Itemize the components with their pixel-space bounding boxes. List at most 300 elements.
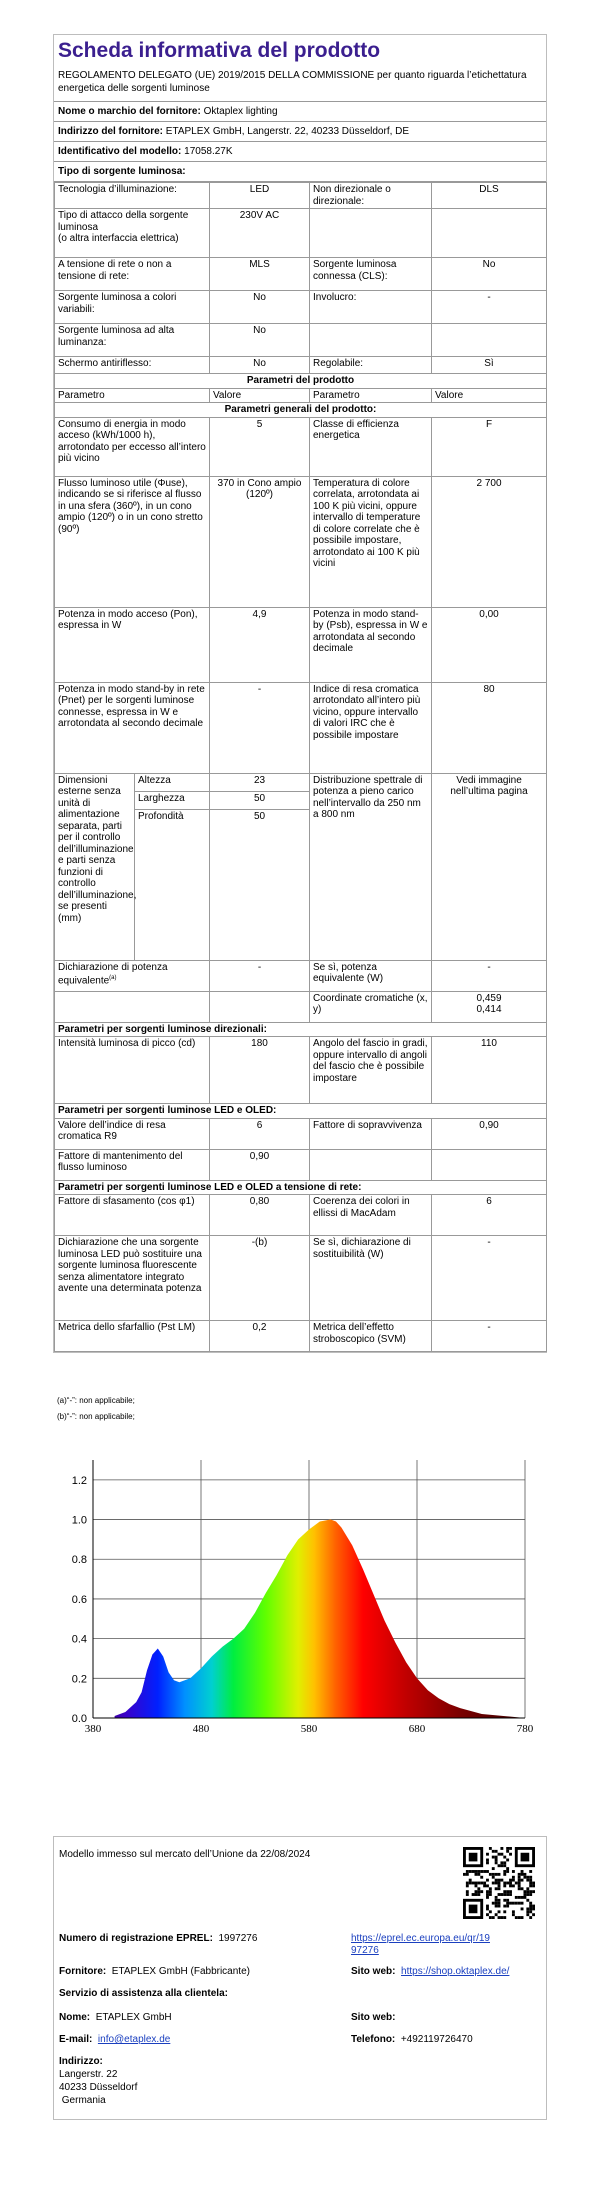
directional-heading-row	[55, 1022, 547, 1037]
qr-module	[503, 1916, 506, 1919]
address-line-1: Langerstr. 22	[59, 2069, 118, 2080]
qr-module	[518, 1882, 521, 1885]
regulation-subtitle: REGOLAMENTO DELEGATO (UE) 2019/2015 DELLA COMMISSIONE per quanto riguarda l’etichettatura energetica delle sorgenti luminose	[54, 67, 546, 102]
general-param-label-right: Temperatura di colore correlata, arrotondata ai 100 K più vicini, oppure intervallo di temperature di colore correlate che è possibile impostare, arrotondato ai 100 K più vicini	[310, 476, 432, 607]
qr-module	[500, 1861, 503, 1864]
general-param-label-right: Classe di efficienza energetica	[310, 417, 432, 476]
y-tick-label: 0.4	[71, 1633, 87, 1646]
qr-module	[532, 1890, 535, 1893]
qr-module	[466, 1882, 469, 1885]
x-tick-label: 680	[408, 1723, 426, 1735]
qr-module	[486, 1890, 489, 1893]
qr-module	[515, 1902, 518, 1905]
qr-module	[466, 1884, 469, 1887]
qr-module	[469, 1905, 478, 1914]
general-param-row	[55, 476, 547, 607]
qr-module	[463, 1873, 466, 1876]
general-param-value-right: 80	[432, 682, 547, 773]
mains-param-value: -(b)	[210, 1236, 310, 1321]
service-name-line	[59, 2012, 172, 2023]
y-tick-label: 1.2	[71, 1474, 87, 1487]
qr-module	[469, 1853, 478, 1862]
qr-module	[506, 1899, 509, 1902]
qr-module	[512, 1884, 515, 1887]
qr-module	[498, 1853, 501, 1856]
source-type-table-row	[55, 183, 547, 209]
qr-module	[486, 1913, 489, 1916]
source-type-param-label: A tensione di rete o non a tensione di rete:	[55, 258, 210, 291]
y-tick-label: 1.0	[71, 1514, 87, 1527]
qr-module	[477, 1893, 480, 1896]
customer-service-heading: Servizio di assistenza alla clientela:	[59, 1988, 228, 1999]
source-type-param-label-right: Sorgente luminosa connessa (CLS):	[310, 258, 432, 291]
qr-module	[477, 1882, 480, 1885]
peak-intensity-label: Intensità luminosa di picco (cd)	[55, 1037, 210, 1104]
qr-module	[518, 1896, 521, 1899]
general-param-value: -	[210, 682, 310, 773]
qr-module	[472, 1882, 475, 1885]
y-tick-label: 0.0	[71, 1713, 87, 1725]
chromaticity-y: 0,414	[476, 1004, 502, 1015]
mains-param-value-right: -	[432, 1236, 547, 1321]
spectral-distribution-value: Vedi immagine nell’ultima pagina	[432, 773, 547, 960]
qr-module	[503, 1873, 506, 1876]
qr-module	[477, 1873, 480, 1876]
qr-module	[515, 1916, 518, 1919]
qr-module	[503, 1910, 506, 1913]
general-param-value-right: F	[432, 417, 547, 476]
dimension-depth-value: 50	[210, 809, 310, 960]
qr-module	[486, 1907, 489, 1910]
qr-module	[526, 1876, 529, 1879]
footnote-b: (b)“-”: non applicabile;	[57, 1412, 135, 1421]
qr-module	[506, 1859, 509, 1862]
mains-param-label-right: Metrica dell’effetto stroboscopico (SVM)	[310, 1321, 432, 1352]
qr-module	[512, 1879, 515, 1882]
qr-module	[529, 1916, 532, 1919]
qr-module	[503, 1856, 506, 1859]
mains-param-row	[55, 1321, 547, 1352]
eprel-number	[59, 1933, 257, 1944]
address-line-2: 40233 Düsseldorf	[59, 2082, 138, 2093]
dimension-height-value: 23	[210, 773, 310, 791]
qr-module	[518, 1879, 521, 1882]
service-name-label: Nome:	[59, 2012, 91, 2023]
qr-module	[486, 1870, 489, 1873]
qr-module	[480, 1890, 483, 1893]
chromaticity-values	[432, 991, 547, 1022]
source-type-param-value-right	[432, 209, 547, 258]
qr-module	[506, 1850, 509, 1853]
email-link[interactable]: info@etaplex.de	[97, 2034, 171, 2045]
qr-module	[495, 1879, 498, 1882]
supplier-address-value: ETAPLEX GmbH, Langerstr. 22, 40233 Düsseldorf, DE	[165, 126, 410, 137]
qr-module	[498, 1873, 501, 1876]
qr-module	[523, 1890, 526, 1893]
qr-module	[529, 1890, 532, 1893]
source-type-table-row	[55, 357, 547, 374]
qr-module	[500, 1847, 503, 1850]
source-type-param-value: MLS	[210, 258, 310, 291]
qr-module	[515, 1882, 518, 1885]
empty-cell	[210, 991, 310, 1022]
qr-module	[523, 1896, 526, 1899]
model-id-value: 17058.27K	[184, 146, 233, 157]
qr-module	[521, 1853, 530, 1862]
phone-line	[351, 2034, 473, 2045]
website-label: Sito web:	[351, 1966, 396, 1977]
product-parameters-table	[54, 182, 547, 1352]
source-type-param-value-right: No	[432, 258, 547, 291]
qr-module	[523, 1873, 526, 1876]
led-param-row	[55, 1118, 547, 1149]
qr-module	[506, 1893, 509, 1896]
qr-module	[526, 1907, 529, 1910]
general-param-label: Flusso luminoso utile (Φuse), indicando se si riferisce al flusso in una sfera (360º), in un cono ampio (120º) o in un cono stretto (90º)	[55, 476, 210, 607]
qr-module	[486, 1905, 489, 1908]
mains-param-value-right: -	[432, 1321, 547, 1352]
qr-module	[521, 1907, 524, 1910]
qr-module	[526, 1899, 529, 1902]
qr-module	[486, 1879, 489, 1882]
qr-module	[492, 1873, 495, 1876]
service-name-value: ETAPLEX GmbH	[95, 2012, 172, 2023]
spectral-chart-svg	[53, 1440, 545, 1750]
qr-module	[512, 1870, 515, 1873]
qr-module	[477, 1870, 480, 1873]
qr-module	[503, 1870, 506, 1873]
params-column-header-row	[55, 388, 547, 403]
qr-module	[498, 1905, 501, 1908]
eprel-footer	[53, 1836, 547, 2120]
led-param-value: 6	[210, 1118, 310, 1149]
led-heading-row	[55, 1104, 547, 1119]
qr-module	[489, 1873, 492, 1876]
led-param-value-right: 0,90	[432, 1118, 547, 1149]
qr-module	[515, 1896, 518, 1899]
qr-module	[495, 1850, 498, 1853]
source-type-param-label-right	[310, 209, 432, 258]
qr-module	[521, 1896, 524, 1899]
qr-module	[512, 1913, 515, 1916]
general-param-value-right: 2 700	[432, 476, 547, 607]
source-type-param-value: 230V AC	[210, 209, 310, 258]
general-params-heading-row	[55, 403, 547, 418]
mains-params-heading: Parametri per sorgenti luminose LED e OLED a tensione di rete:	[55, 1180, 547, 1195]
general-param-row	[55, 607, 547, 682]
led-param-row	[55, 1149, 547, 1180]
qr-module	[477, 1887, 480, 1890]
mains-param-label-right: Se sì, dichiarazione di sostituibilità (W)	[310, 1236, 432, 1321]
qr-module	[506, 1870, 509, 1873]
qr-module	[503, 1905, 506, 1908]
mains-param-value-right: 6	[432, 1195, 547, 1236]
product-information-sheet	[53, 34, 547, 1353]
source-type-label: Tipo di sorgente luminosa:	[58, 166, 186, 177]
source-type-param-value: LED	[210, 183, 310, 209]
general-param-label-right: Indice di resa cromatica arrotondato all’intero più vicino, oppure intervallo di valori IRC che è possibile impostare	[310, 682, 432, 773]
qr-module	[529, 1879, 532, 1882]
source-type-param-value-right	[432, 324, 547, 357]
qr-module	[492, 1876, 495, 1879]
qr-module	[495, 1859, 498, 1862]
qr-module	[489, 1890, 492, 1893]
spectral-distribution-label: Distribuzione spettrale di potenza a pieno carico nell’intervallo da 250 nm a 800 nm	[310, 773, 432, 960]
qr-module	[486, 1884, 489, 1887]
source-type-param-label-right: Involucro:	[310, 291, 432, 324]
qr-module	[469, 1882, 472, 1885]
eprel-label: Numero di registrazione EPREL:	[59, 1933, 213, 1944]
mains-param-label: Metrica dello sfarfallio (Pst LM)	[55, 1321, 210, 1352]
general-param-label: Consumo di energia in modo acceso (kWh/1000 h), arrotondato per eccesso all’intero più vicino	[55, 417, 210, 476]
qr-module	[498, 1916, 501, 1919]
eprel-link-line2[interactable]: 97276	[351, 1945, 379, 1956]
mains-param-row	[55, 1236, 547, 1321]
supplier-name-label: Nome o marchio del fornitore:	[58, 106, 201, 117]
qr-module	[526, 1887, 529, 1890]
qr-module	[477, 1890, 480, 1893]
qr-module	[503, 1861, 506, 1864]
qr-module	[503, 1882, 506, 1885]
qr-module	[532, 1884, 535, 1887]
qr-module	[521, 1916, 524, 1919]
qr-code[interactable]	[463, 1847, 535, 1919]
qr-module	[512, 1876, 515, 1879]
qr-module	[492, 1867, 495, 1870]
qr-module	[466, 1893, 469, 1896]
params-heading: Parametri del prodotto	[55, 374, 547, 389]
x-tick-label: 580	[300, 1723, 318, 1735]
column-header-value: Valore	[210, 388, 310, 403]
led-param-label-right	[310, 1149, 432, 1180]
qr-module	[509, 1890, 512, 1893]
qr-module	[532, 1882, 535, 1885]
dimensions-label: Dimensioni esterne senza unità di alimentazione separata, parti per il controllo dell’illuminazione e parti senza funzioni di controllo dell’illuminazione, se presenti (mm)	[55, 773, 135, 960]
qr-module	[509, 1882, 512, 1885]
qr-module	[512, 1902, 515, 1905]
qr-module	[500, 1893, 503, 1896]
x-tick-label: 380	[84, 1723, 102, 1735]
peak-intensity-value: 180	[210, 1037, 310, 1104]
qr-module	[495, 1873, 498, 1876]
phone-label: Telefono:	[351, 2034, 396, 2045]
qr-module	[483, 1882, 486, 1885]
qr-module	[509, 1902, 512, 1905]
qr-module	[489, 1847, 492, 1850]
qr-module	[518, 1902, 521, 1905]
qr-module	[466, 1890, 469, 1893]
general-param-value: 370 in Cono ampio (120º)	[210, 476, 310, 607]
qr-module	[529, 1907, 532, 1910]
qr-module	[498, 1910, 501, 1913]
spectral-chart	[53, 1440, 545, 1750]
qr-module	[489, 1887, 492, 1890]
led-param-value: 0,90	[210, 1149, 310, 1180]
supplier-name-value: Oktaplex lighting	[203, 106, 278, 117]
qr-module	[503, 1864, 506, 1867]
qr-module	[486, 1893, 489, 1896]
qr-module	[489, 1916, 492, 1919]
qr-module	[526, 1890, 529, 1893]
qr-module	[495, 1882, 498, 1885]
source-type-param-value-right: -	[432, 291, 547, 324]
qr-module	[466, 1870, 469, 1873]
qr-module	[466, 1873, 469, 1876]
service-website-label: Sito web:	[351, 2012, 396, 2023]
qr-module	[489, 1910, 492, 1913]
qr-module	[503, 1884, 506, 1887]
qr-module	[492, 1856, 495, 1859]
mains-param-label: Dichiarazione che una sorgente luminosa LED può sostituire una sorgente luminosa fluorescente senza alimentatore integrato avente una determinata potenza	[55, 1236, 210, 1321]
equivalent-power-w-value: -	[432, 960, 547, 991]
led-params-heading: Parametri per sorgenti luminose LED e OLED:	[55, 1104, 547, 1119]
source-type-param-label-right: Non direzionale o direzionale:	[310, 183, 432, 209]
website-link[interactable]: https://shop.oktaplex.de/	[401, 1966, 510, 1977]
mains-param-label: Fattore di sfasamento (cos φ1)	[55, 1195, 210, 1236]
qr-module	[529, 1884, 532, 1887]
column-header-parameter-right: Parametro	[310, 388, 432, 403]
address-line-3: Germania	[59, 2095, 106, 2106]
column-header-value-right: Valore	[432, 388, 547, 403]
qr-module	[498, 1899, 501, 1902]
chromaticity-row	[55, 991, 547, 1022]
qr-module	[498, 1887, 501, 1890]
general-param-row	[55, 417, 547, 476]
source-type-param-value: No	[210, 324, 310, 357]
mains-param-value: 0,80	[210, 1195, 310, 1236]
qr-module	[503, 1890, 506, 1893]
qr-module	[529, 1882, 532, 1885]
y-tick-label: 0.8	[71, 1554, 87, 1567]
qr-module	[472, 1893, 475, 1896]
qr-module	[495, 1896, 498, 1899]
footnotes	[57, 1393, 135, 1425]
qr-module	[532, 1913, 535, 1916]
column-header-parameter: Parametro	[55, 388, 210, 403]
qr-module	[492, 1882, 495, 1885]
qr-module	[475, 1890, 478, 1893]
source-type-param-label: Tecnologia d’illuminazione:	[55, 183, 210, 209]
source-type-param-label-right: Regolabile:	[310, 357, 432, 374]
qr-module	[506, 1902, 509, 1905]
general-param-row	[55, 682, 547, 773]
qr-module	[518, 1876, 521, 1879]
led-param-label: Valore dell’indice di resa cromatica R9	[55, 1118, 210, 1149]
qr-module	[526, 1893, 529, 1896]
qr-module	[495, 1856, 498, 1859]
qr-module	[529, 1870, 532, 1873]
qr-module	[472, 1870, 475, 1873]
eprel-link-line1[interactable]: https://eprel.ec.europa.eu/qr/19	[351, 1933, 490, 1944]
qr-module	[518, 1916, 521, 1919]
source-type-param-value-right: Sì	[432, 357, 547, 374]
qr-module	[475, 1893, 478, 1896]
equivalent-power-value: -	[210, 960, 310, 991]
equivalent-power-label	[55, 960, 210, 991]
general-param-value-right: 0,00	[432, 607, 547, 682]
qr-module	[492, 1902, 495, 1905]
directional-param-row	[55, 1037, 547, 1104]
chromaticity-x: 0,459	[476, 992, 502, 1004]
qr-module	[480, 1882, 483, 1885]
beam-angle-value: 110	[432, 1037, 547, 1104]
qr-module	[521, 1870, 524, 1873]
source-type-param-value: No	[210, 357, 310, 374]
dimension-width-label: Larghezza	[135, 791, 210, 809]
qr-module	[475, 1882, 478, 1885]
qr-module	[475, 1870, 478, 1873]
qr-module	[498, 1882, 501, 1885]
qr-module	[495, 1913, 498, 1916]
qr-module	[489, 1893, 492, 1896]
general-param-value: 4,9	[210, 607, 310, 682]
general-param-label-right: Potenza in modo stand-by (Psb), espressa in W e arrotondata al secondo decimale	[310, 607, 432, 682]
qr-module	[532, 1905, 535, 1908]
qr-module	[509, 1847, 512, 1850]
supplier-line	[59, 1966, 250, 1977]
led-param-value-right	[432, 1149, 547, 1180]
qr-module	[521, 1873, 524, 1876]
qr-module	[506, 1882, 509, 1885]
directional-params-heading: Parametri per sorgenti luminose direzionali:	[55, 1022, 547, 1037]
qr-module	[506, 1867, 509, 1870]
mains-param-value: 0,2	[210, 1321, 310, 1352]
qr-module	[521, 1879, 524, 1882]
qr-module	[495, 1887, 498, 1890]
chromaticity-label: Coordinate cromatiche (x, y)	[310, 991, 432, 1022]
qr-module	[486, 1853, 489, 1856]
qr-module	[503, 1899, 506, 1902]
params-heading-row	[55, 374, 547, 389]
source-type-row	[54, 162, 546, 182]
source-type-param-label: Schermo antiriflesso:	[55, 357, 210, 374]
equivalent-power-note: (a)	[109, 975, 117, 981]
spectrum-area	[115, 1520, 525, 1719]
qr-module	[509, 1879, 512, 1882]
qr-module	[529, 1876, 532, 1879]
qr-module	[529, 1893, 532, 1896]
email-line	[59, 2034, 170, 2045]
empty-cell	[55, 991, 210, 1022]
qr-module	[526, 1910, 529, 1913]
beam-angle-label: Angolo del fascio in gradi, oppure intervallo di angoli del fascio che è possibile impostare	[310, 1037, 432, 1104]
qr-module	[512, 1910, 515, 1913]
supplier-name-row	[54, 102, 546, 122]
dimension-depth-label: Profondità	[135, 809, 210, 960]
source-type-table-row	[55, 209, 547, 258]
qr-module	[486, 1861, 489, 1864]
supplier-address-label: Indirizzo del fornitore:	[58, 126, 163, 137]
qr-module	[518, 1887, 521, 1890]
qr-module	[509, 1853, 512, 1856]
page-title: Scheda informativa del prodotto	[58, 39, 381, 62]
qr-module	[486, 1896, 489, 1899]
qr-module	[506, 1890, 509, 1893]
qr-module	[475, 1884, 478, 1887]
source-type-param-label-right	[310, 324, 432, 357]
qr-module	[495, 1905, 498, 1908]
source-type-param-value-right: DLS	[432, 183, 547, 209]
website-line	[351, 1966, 509, 1977]
qr-module	[523, 1876, 526, 1879]
general-param-label: Potenza in modo acceso (Pon), espressa in W	[55, 607, 210, 682]
qr-module	[500, 1916, 503, 1919]
source-type-param-label: Sorgente luminosa a colori variabili:	[55, 291, 210, 324]
qr-module	[509, 1893, 512, 1896]
qr-module	[495, 1861, 498, 1864]
qr-module	[526, 1879, 529, 1882]
qr-module	[500, 1853, 503, 1856]
